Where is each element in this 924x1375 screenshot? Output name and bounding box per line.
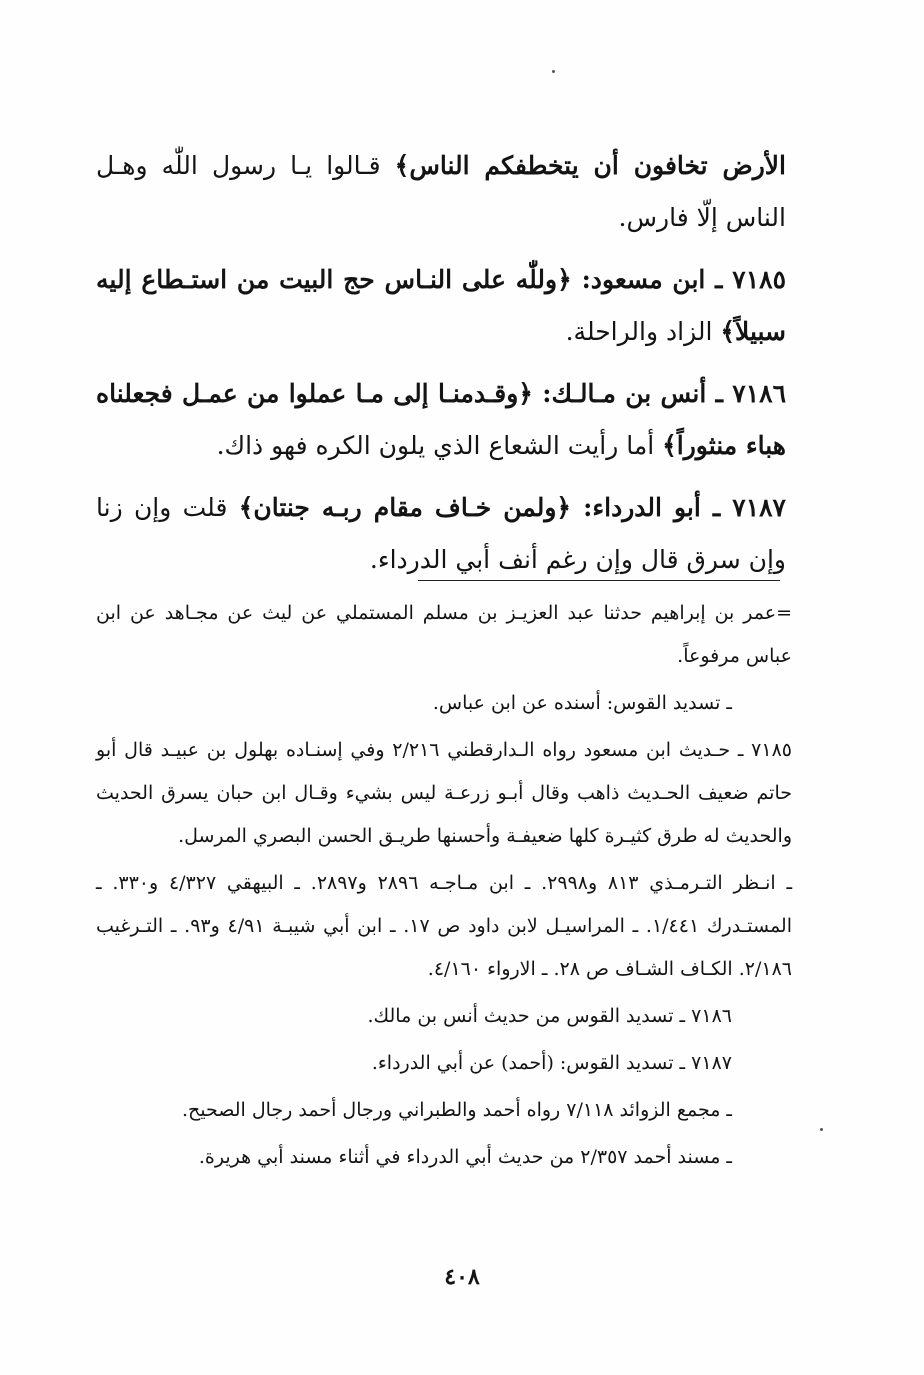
main-paragraph [96,482,786,586]
footnote: ٧١٨٧ ـ تسديد القوس: (أحمد) عن أبي الدرداء. [371,1052,732,1074]
main-text [96,140,786,596]
page-number: ٤٠٨ [444,1264,480,1290]
footnote: ٧١٨٦ ـ تسديد القوس من حديث أنس بن مالك. [367,1005,732,1027]
main-paragraph [96,368,786,472]
main-paragraph [96,140,786,244]
paragraph-bold-text: ٧١٨٧ ـ أبو الدرداء: ﴿ولمن خـاف مقام ربـه جنتان﴾ [238,493,786,522]
paragraph-plain-text: الزاد والراحلة. [565,317,721,346]
footnote: ٧١٨٥ ـ حـديث ابن مسعود رواه الـدارقطني ٢/٢١٦ وفي إسنـاده بهلول بن عبيـد قال أبو حاتم ضعيف الحـديث ذاهب وقال أبـو زرعـة ليس بشيء وقـال ابن حبان يسرق الحديث والحديث له طرق كثيـرة كلها ضعيفـة وأحسنها طريـق الحسن البصري المرسل. [96,739,792,847]
main-paragraph [96,254,786,358]
footnote: ـ مجمع الزوائد ٧/١١٨ رواه أحمد والطبراني ورجال أحمد رجال الصحيح. [181,1099,732,1121]
paragraph-plain-text: أما رأيت الشعاع الذي يلون الكره فهو ذاك. [216,431,663,460]
footnote-separator [418,580,780,581]
paragraph-plain-text: قلت وإن زنا وإن سرق قال وإن رغم أنف أبي الدرداء. [96,493,786,574]
scan-speck [552,70,555,73]
paragraph-bold-text: الأرض تخافون أن يتخطفكم الناس﴾ [394,151,787,180]
footnote: ـ انـظر التـرمـذي ٨١٣ و٢٩٩٨. ـ ابن مـاجـه ٢٨٩٦ و٢٨٩٧. ـ البيهقي ٤/٣٢٧ و٣٣٠. ـ المستـدرك ١/٤٤١. ـ المراسيـل لابن داود ص ١٧. ـ ابن أبي شيبـة ٤/٩١ و٩٣. ـ التـرغيب ٢/١٨٦. الكـاف الشـاف ص ٢٨. ـ الارواء ٤/١٦٠. [96,872,793,980]
paragraph-bold-text: ٧١٨٦ ـ أنس بن مـالـك: ﴿وقـدمنـا إلى مـا عملوا من عمـل فجعلناه هباء منثوراً﴾ [96,379,786,460]
footnote: =عمر بن إبراهيم حدثنا عبد العزيـز بن مسلم المستملي عن ليث عن مجـاهد عن ابن عباس مرفوعاً. [96,602,792,667]
paragraph-bold-text: ٧١٨٥ ـ ابن مسعود: ﴿وللّٰه على النـاس حج البيت من استـطاع إليه سبيلاً﴾ [96,265,786,346]
footnotes [96,592,792,1183]
footnote: ـ مسند أحمد ٢/٣٥٧ من حديث أبي الدرداء في أثناء مسند أبي هريرة. [198,1146,732,1168]
paragraph-plain-text: قـالوا يـا رسول اللّٰه وهـل الناس إلّا فارس. [96,151,786,232]
scan-speck [820,1128,823,1131]
footnote: ـ تسديد القوس: أسنده عن ابن عباس. [432,692,732,714]
